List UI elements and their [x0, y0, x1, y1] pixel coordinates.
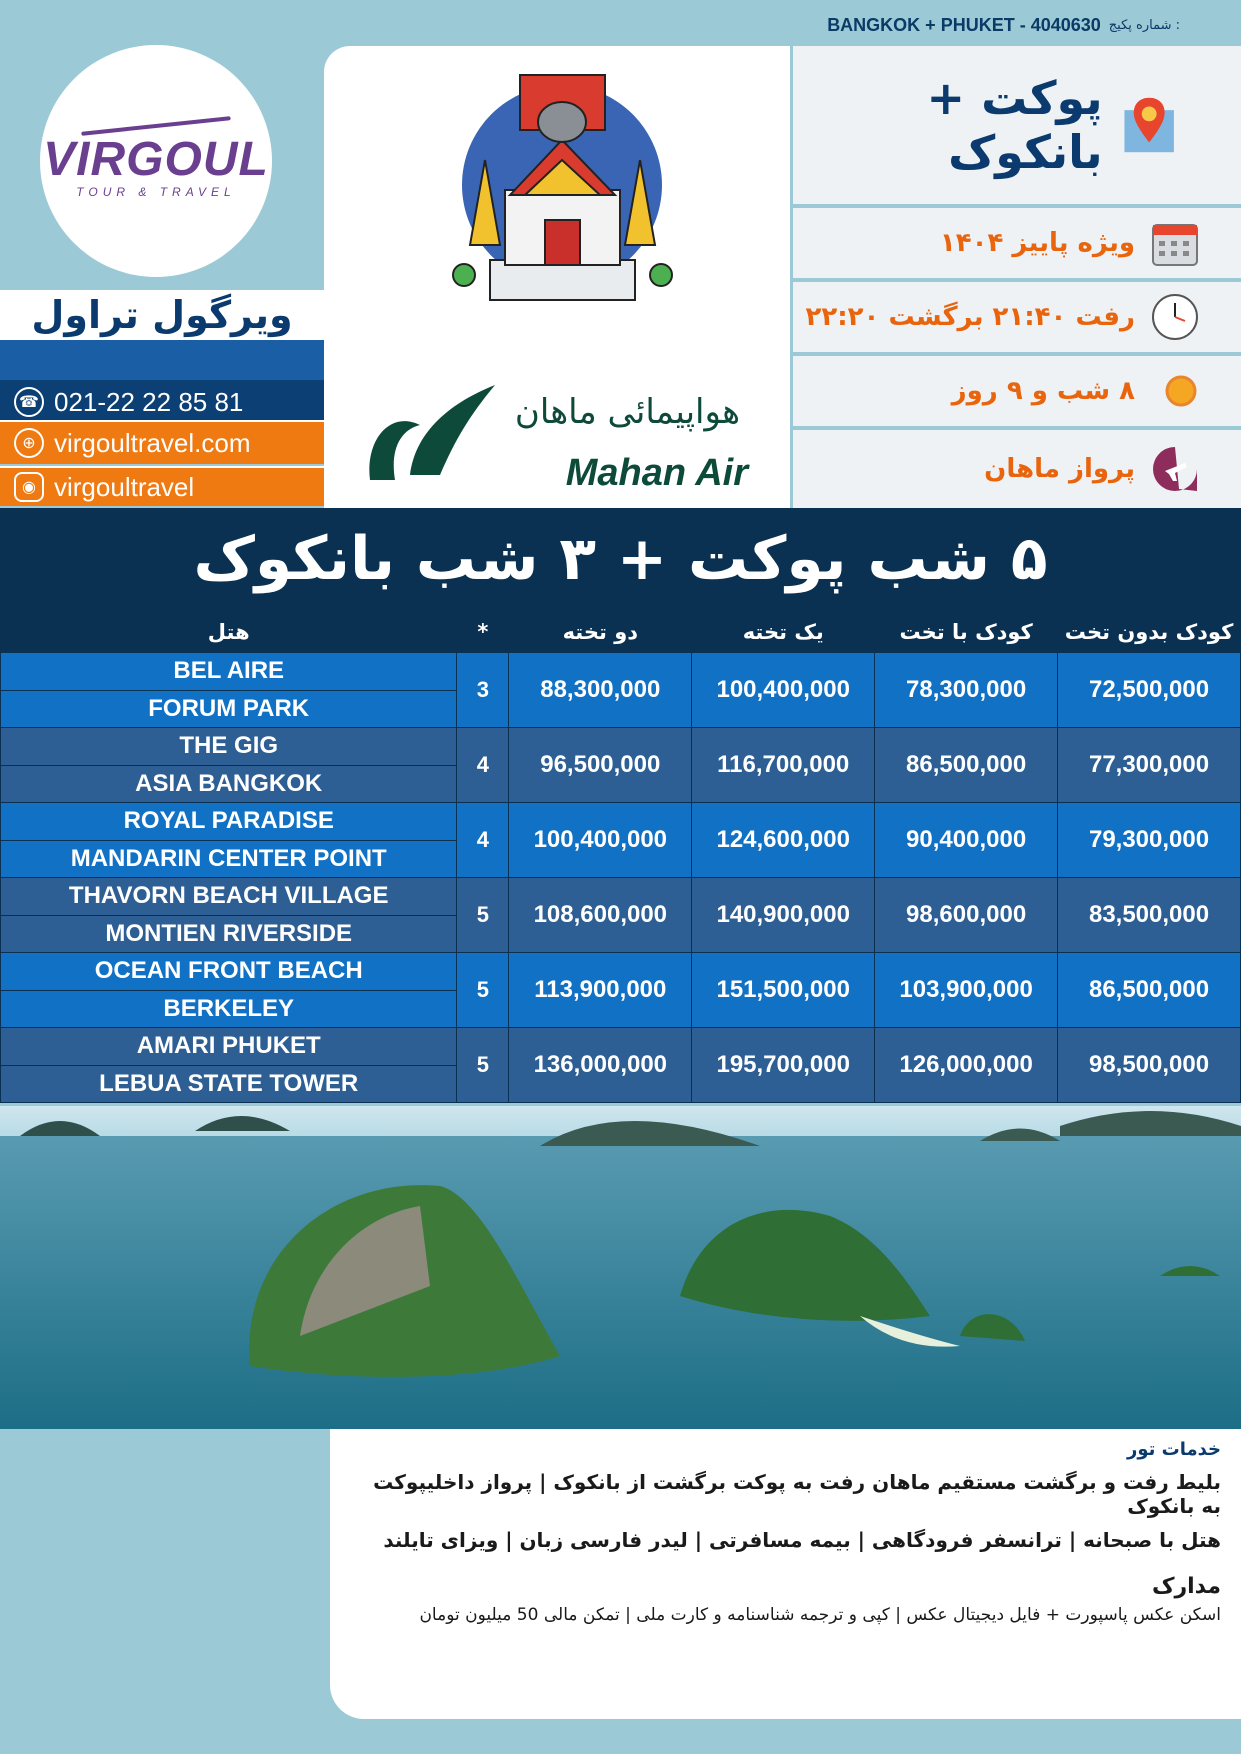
tour-info-panel — [790, 46, 1241, 508]
website-url: virgoultravel.com — [54, 427, 251, 458]
phuket-islands-image — [0, 1106, 1241, 1429]
airline-row — [790, 430, 1241, 508]
price-child-nobed: 79,300,000 — [1058, 803, 1241, 878]
thai-temple-icon — [450, 70, 675, 310]
season-text: ویژه پاییز ۱۴۰۴ — [939, 228, 1135, 258]
price-double: 108,600,000 — [509, 878, 692, 953]
price-double: 136,000,000 — [509, 1028, 692, 1103]
instagram-handle: virgoultravel — [54, 471, 195, 502]
header-double: دو تخته — [509, 611, 692, 653]
contact-instagram[interactable] — [0, 466, 324, 506]
contact-website[interactable] — [0, 420, 324, 464]
package-code-value: BANGKOK + PHUKET - 4040630 — [827, 14, 1101, 35]
hotel-stars: 5 — [457, 1028, 509, 1103]
price-child-bed: 103,900,000 — [875, 953, 1058, 1028]
price-child-nobed: 83,500,000 — [1058, 878, 1241, 953]
duration-row — [790, 356, 1241, 426]
tour-title-row — [790, 46, 1241, 204]
map-pin-icon — [1117, 89, 1181, 161]
price-child-bed: 98,600,000 — [875, 878, 1058, 953]
price-child-nobed: 98,500,000 — [1058, 1028, 1241, 1103]
hotel-bangkok: BERKELEY — [1, 990, 457, 1028]
price-table — [0, 610, 1241, 1103]
header-star: * — [457, 611, 509, 653]
header-hotel: هتل — [1, 611, 457, 653]
price-child-nobed: 86,500,000 — [1058, 953, 1241, 1028]
hotel-stars: 5 — [457, 878, 509, 953]
hotel-stars: 3 — [457, 653, 509, 728]
contact-phone[interactable] — [0, 380, 324, 424]
hotel-bangkok: MANDARIN CENTER POINT — [1, 840, 457, 878]
services-heading: خدمات تور — [1126, 1439, 1221, 1460]
table-row — [1, 953, 1241, 991]
price-single: 151,500,000 — [692, 953, 875, 1028]
duration-text: ۸ شب و ۹ روز — [951, 376, 1135, 406]
sun-moon-icon — [1149, 365, 1201, 417]
hotel-stars: 5 — [457, 953, 509, 1028]
hotel-phuket: THAVORN BEACH VILLAGE — [1, 878, 457, 916]
hotel-phuket: AMARI PHUKET — [1, 1028, 457, 1066]
tour-title: پوکت + بانکوک — [926, 71, 1103, 179]
hotel-phuket: OCEAN FRONT BEACH — [1, 953, 457, 991]
hotel-phuket: ROYAL PARADISE — [1, 803, 457, 841]
header-child-bed: کودک با تخت — [875, 611, 1058, 653]
documents-heading: مدارک — [1151, 1574, 1221, 1599]
season-row — [790, 208, 1241, 278]
price-double: 113,900,000 — [509, 953, 692, 1028]
header-child-nobed: کودک بدون تخت — [1058, 611, 1241, 653]
hotel-bangkok: FORUM PARK — [1, 690, 457, 728]
price-single: 140,900,000 — [692, 878, 875, 953]
price-double: 100,400,000 — [509, 803, 692, 878]
price-single: 100,400,000 — [692, 653, 875, 728]
table-row — [1, 728, 1241, 766]
package-code-label: شماره پکیج : — [1108, 17, 1180, 33]
price-child-bed: 86,500,000 — [875, 728, 1058, 803]
table-row — [1, 803, 1241, 841]
tour-services-card — [330, 1429, 1241, 1719]
airline-name-fa: هواپیمائی ماهان — [514, 392, 740, 432]
package-code — [700, 10, 1180, 40]
airline-logo — [360, 370, 760, 500]
table-row — [1, 1028, 1241, 1066]
airline-name-en: Mahan Air — [565, 452, 748, 494]
flight-times: رفت ۲۱:۴۰ برگشت ۲۲:۲۰ — [805, 302, 1135, 332]
table-header-row — [1, 611, 1241, 653]
price-single: 124,600,000 — [692, 803, 875, 878]
table-row — [1, 653, 1241, 691]
documents-text: اسکن عکس پاسپورت + فایل دیجیتال عکس | کپی و ترجمه شناسنامه و کارت ملی | تمکن مالی 50 میلیون تومان — [419, 1605, 1221, 1625]
logo-brand: VIRGOUL — [43, 132, 269, 186]
phone-icon: ☎ — [14, 387, 44, 417]
price-double: 88,300,000 — [509, 653, 692, 728]
times-row — [790, 282, 1241, 352]
price-child-nobed: 77,300,000 — [1058, 728, 1241, 803]
price-double: 96,500,000 — [509, 728, 692, 803]
hotel-bangkok: LEBUA STATE TOWER — [1, 1065, 457, 1103]
header-single: یک تخته — [692, 611, 875, 653]
hotel-bangkok: MONTIEN RIVERSIDE — [1, 915, 457, 953]
package-banner: ۵ شب پوکت + ۳ شب بانکوک — [0, 508, 1241, 610]
price-single: 116,700,000 — [692, 728, 875, 803]
hotel-phuket: BEL AIRE — [1, 653, 457, 691]
hotel-stars: 4 — [457, 728, 509, 803]
brand-name-fa: ویرگول تراول — [0, 290, 324, 340]
table-row — [1, 878, 1241, 916]
globe-icon: ⊕ — [14, 428, 44, 458]
company-logo — [40, 45, 272, 277]
calendar-icon — [1149, 217, 1201, 269]
contact-strip — [0, 340, 324, 382]
hotel-bangkok: ASIA BANGKOK — [1, 765, 457, 803]
hotel-phuket: THE GIG — [1, 728, 457, 766]
logo-tagline: TOUR & TRAVEL — [76, 184, 236, 199]
price-child-bed: 90,400,000 — [875, 803, 1058, 878]
airplane-icon — [1149, 443, 1201, 495]
services-line-1: بلیط رفت و برگشت مستقیم ماهان رفت به پوکت برگشت از بانکوک | پرواز داخلیپوکت به بانکوک — [373, 1470, 1221, 1518]
instagram-icon: ◉ — [14, 472, 44, 502]
price-child-bed: 78,300,000 — [875, 653, 1058, 728]
price-child-nobed: 72,500,000 — [1058, 653, 1241, 728]
clock-icon — [1149, 291, 1201, 343]
price-single: 195,700,000 — [692, 1028, 875, 1103]
flight-text: پرواز ماهان — [984, 454, 1135, 484]
price-child-bed: 126,000,000 — [875, 1028, 1058, 1103]
services-line-2: هتل با صبحانه | ترانسفر فرودگاهی | بیمه مسافرتی | لیدر فارسی زبان | ویزای تایلند — [383, 1528, 1221, 1552]
mahan-bird-icon — [360, 380, 500, 490]
phone-number: 021-22 22 85 81 — [54, 386, 244, 417]
hotel-stars: 4 — [457, 803, 509, 878]
